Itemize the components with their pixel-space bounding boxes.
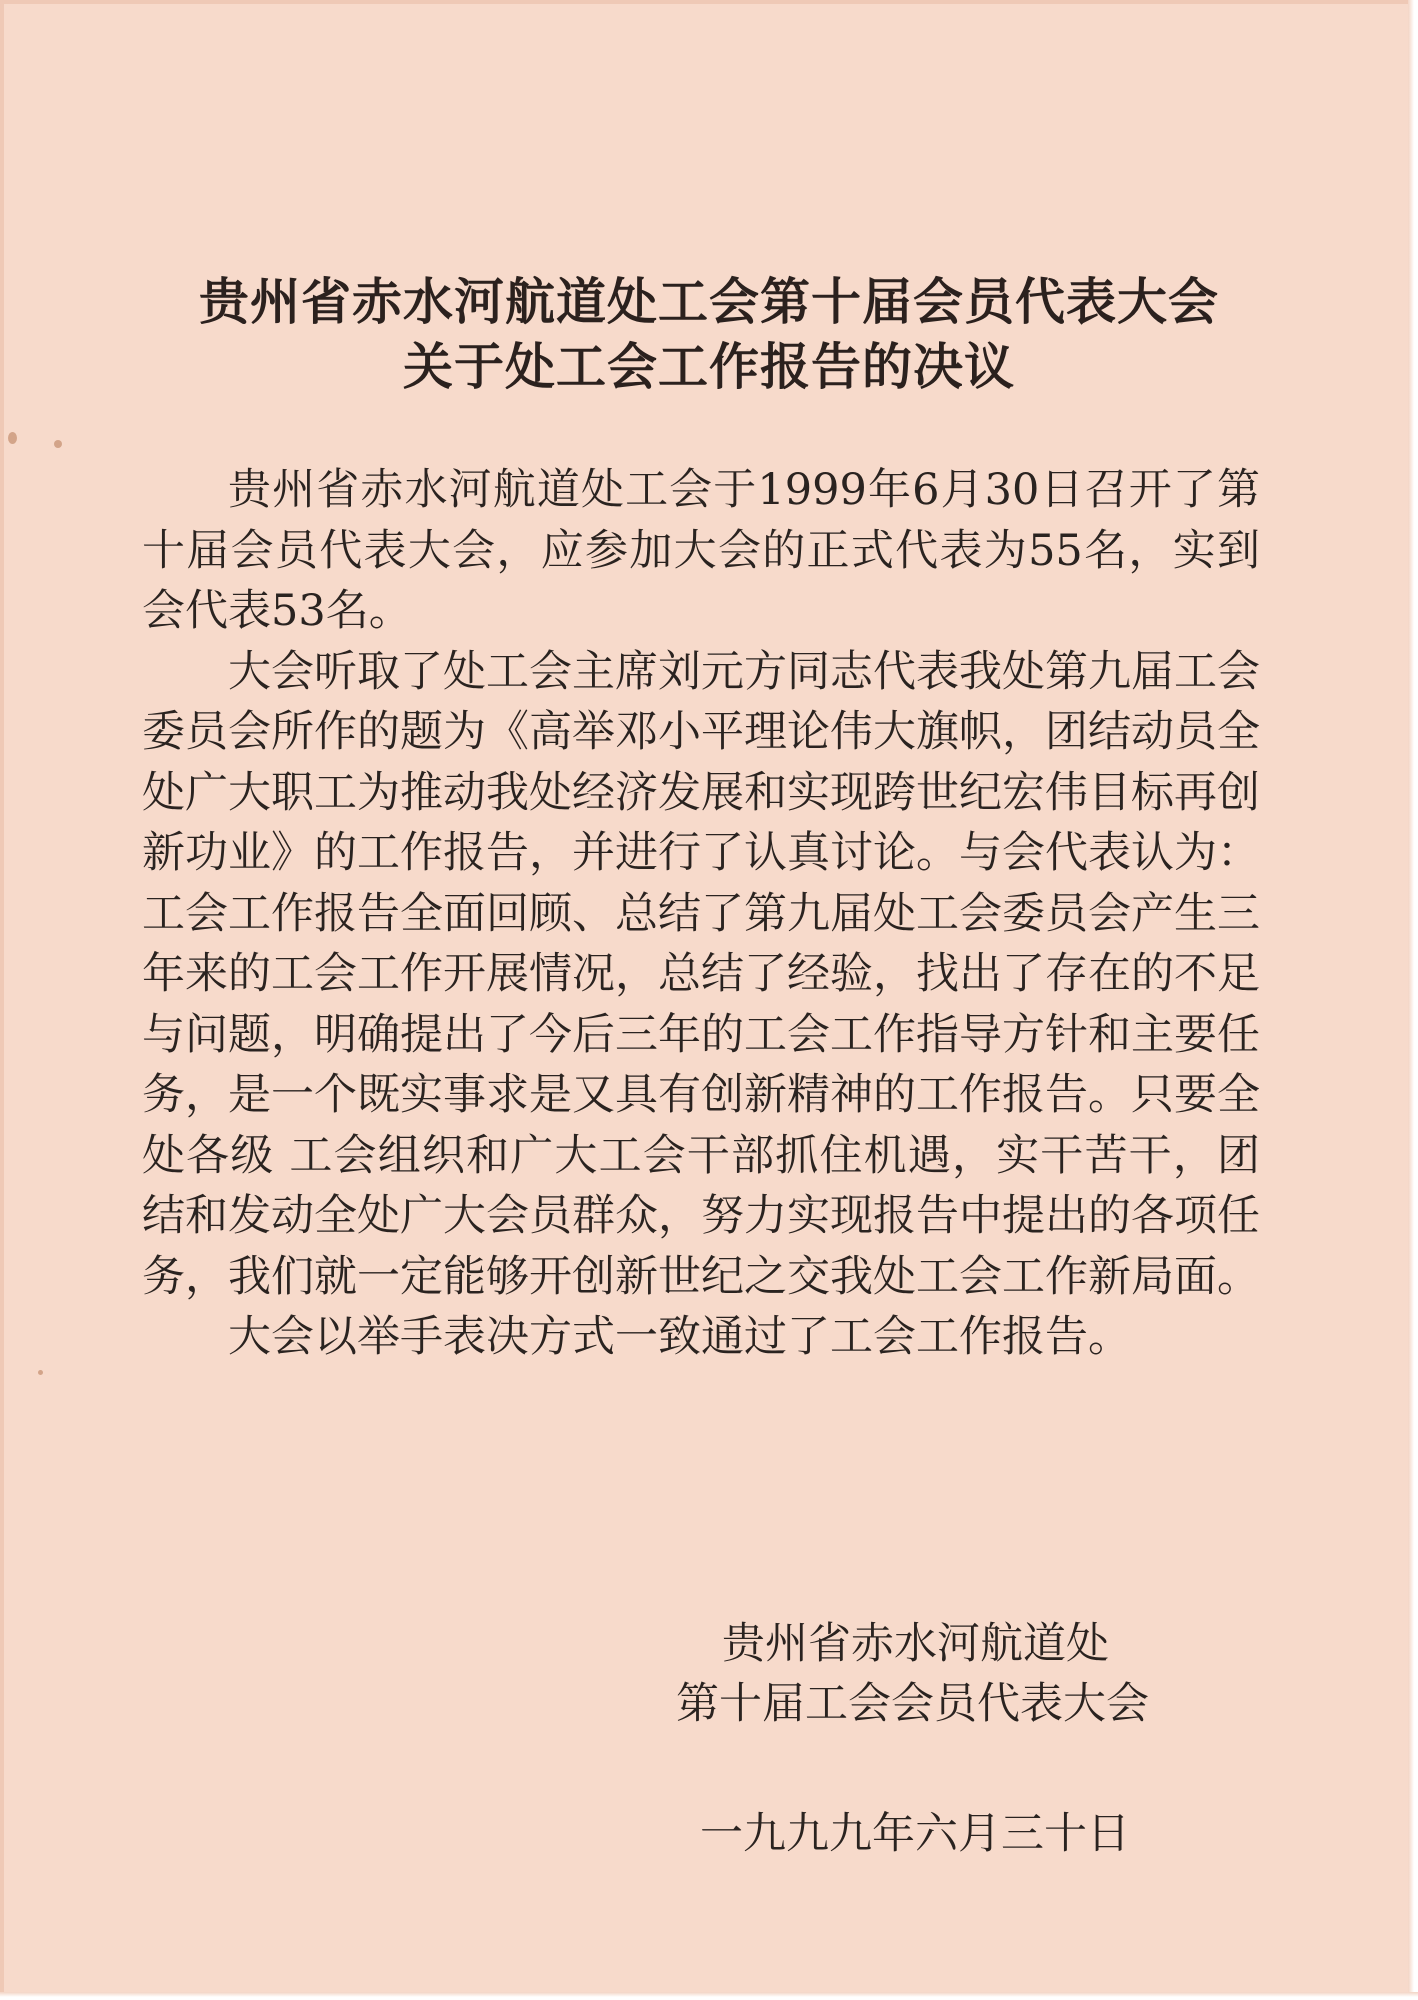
body-paragraph-meeting: 贵州省赤水河航道处工会于1999年6月30日召开了第十届会员代表大会，应参加大会的正式代表为55名，实到会代表53名。 xyxy=(142,465,1260,636)
document-title-line2: 关于处工会工作报告的决议 xyxy=(403,338,1015,396)
page-edge-bottom xyxy=(0,1992,1418,2000)
document-body xyxy=(142,460,1260,1368)
signature-congress: 第十届工会会员代表大会 xyxy=(676,1679,1149,1729)
stain-spot xyxy=(54,440,62,448)
signature-date: 一九九九年六月三十日 xyxy=(700,1809,1130,1859)
stain-spot xyxy=(8,432,17,444)
body-paragraph-resolution: 大会以举手表决方式一致通过了工会工作报告。 xyxy=(228,1312,1131,1362)
stain-spot xyxy=(38,1370,43,1375)
body-paragraph-report: 大会听取了处工会主席刘元方同志代表我处第九届工会委员会所作的题为《高举邓小平理论伟大旗帜，团结动员全处广大职工为推动我处经济发展和实现跨世纪宏伟目标再创新功业》的工作报告，并进行了认真讨论。与会代表认为：工会工作报告全面回顾、总结了第九届处工会委员会产生三年来的工会工作开展情况，总结了经验，找出了存在的不足与问题，明确提出了今后三年的工会工作指导方针和主要任务，是一个既实事求是又具有创新精神的工作报告。只要全处各级 工会组织和广大工会干部抓住机遇，实干苦干，团结和发动全处广大会员群众，努力实现报告中提出的各项任务，我们就一定能够开创新世纪之交我处工会工作新局面。 xyxy=(142,646,1260,1302)
document-title-line1: 贵州省赤水河航道处工会第十届会员代表大会 xyxy=(199,273,1219,331)
signature-organization: 贵州省赤水河航道处 xyxy=(722,1619,1109,1669)
